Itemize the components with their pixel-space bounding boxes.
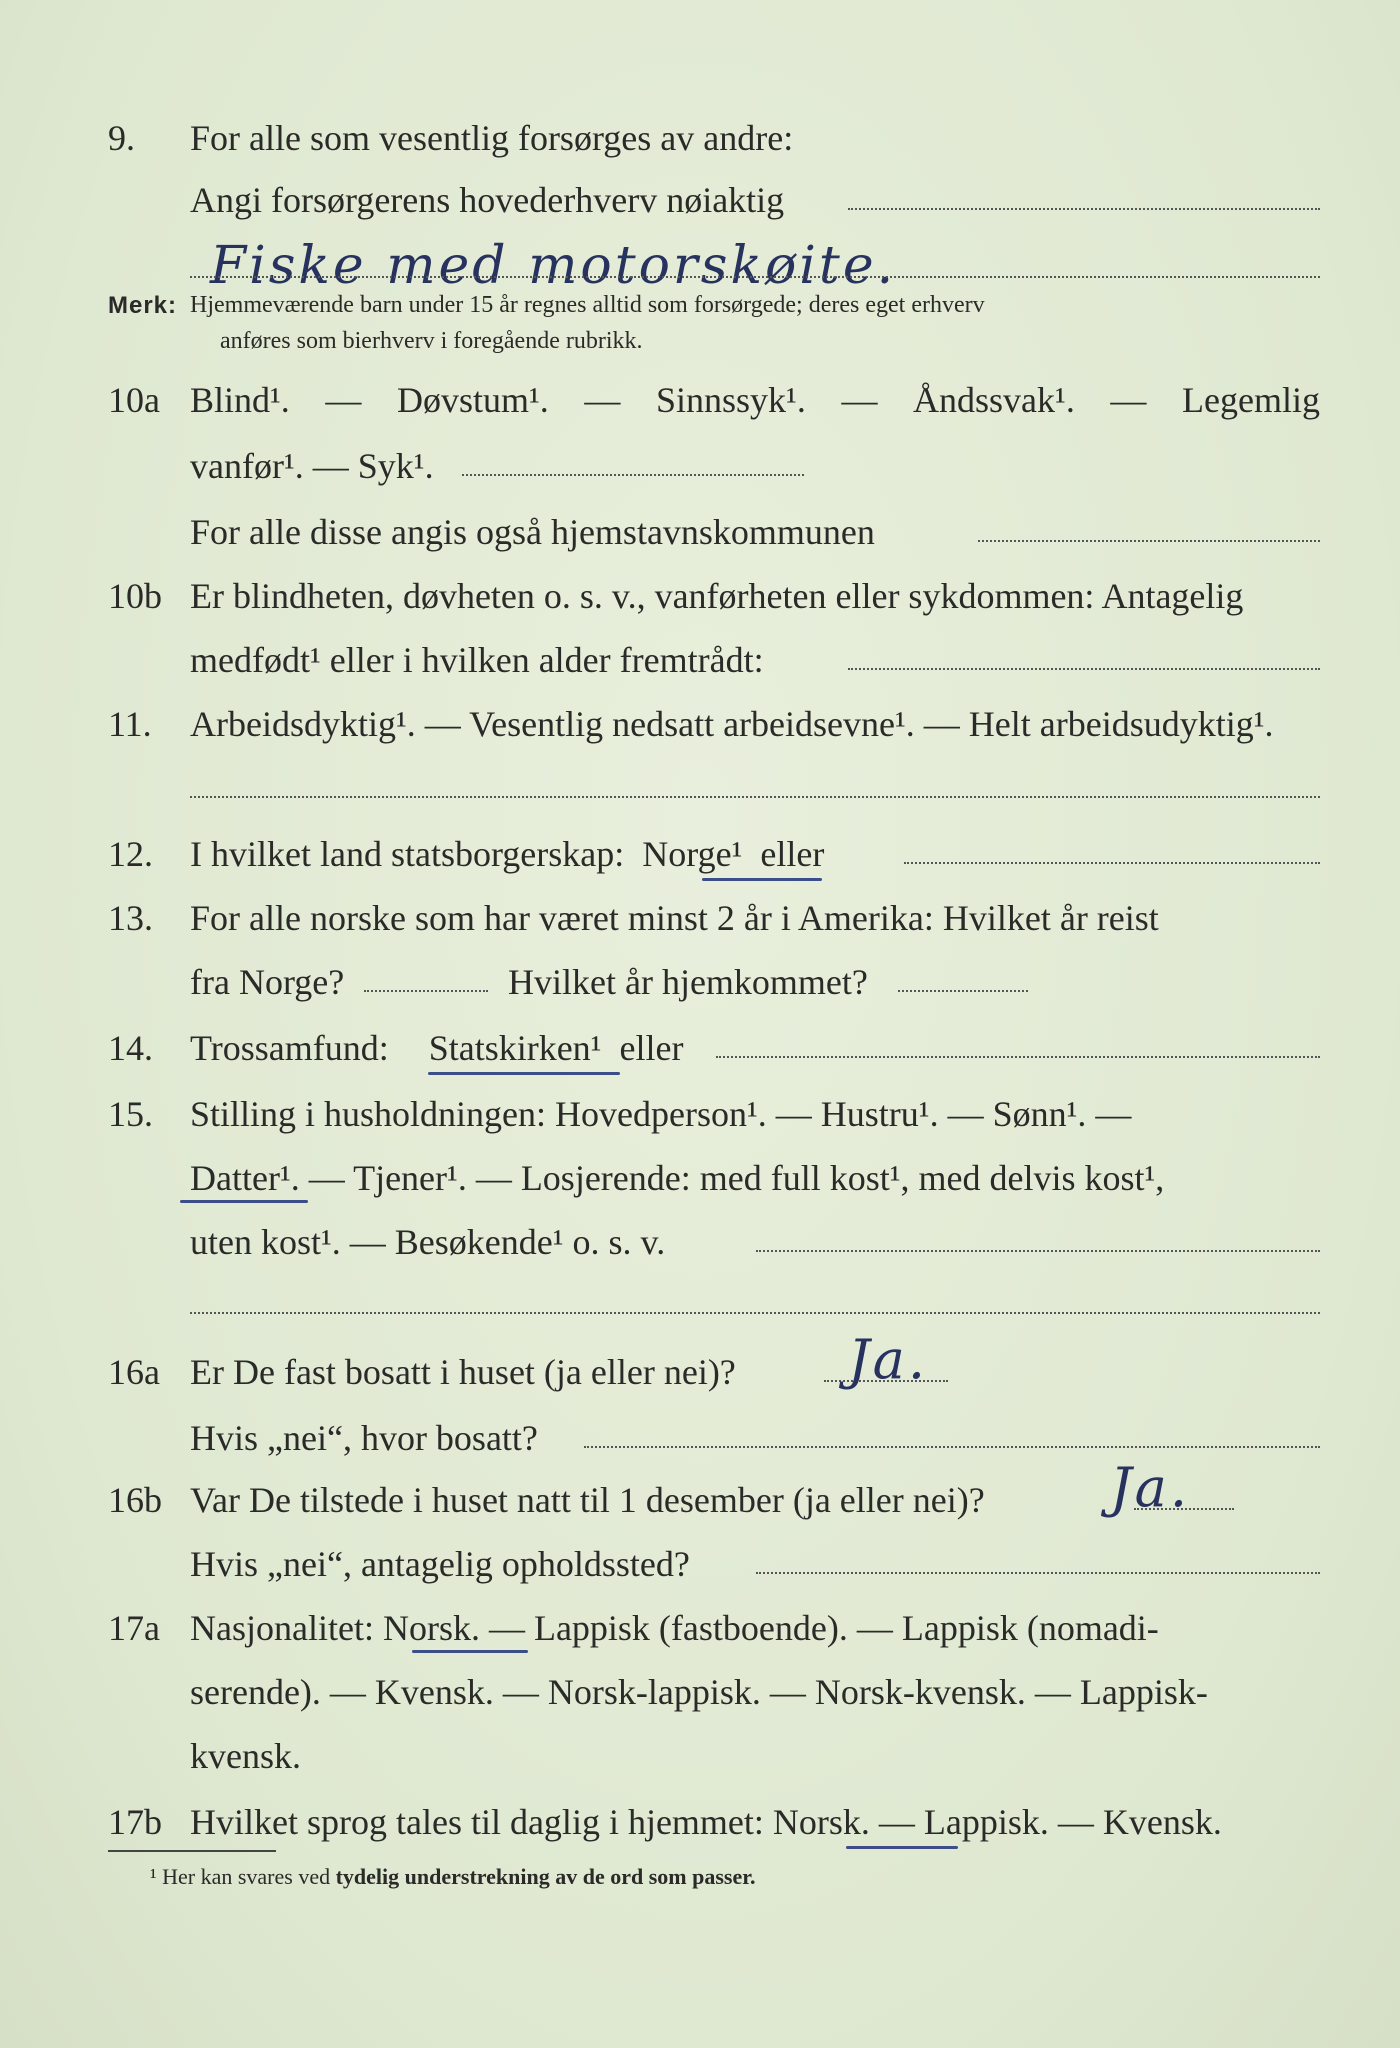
q10a-fill-line-3 [978, 540, 1320, 542]
q10a-opt-legemlig: Legemlig [1182, 380, 1320, 420]
q16a-line2: Hvis „nei“, hvor bosatt? [190, 1418, 538, 1458]
q13-line1: For alle norske som har været minst 2 år i Amerika: Hvilket år reist [190, 898, 1159, 938]
q11-line1: Arbeidsdyktig¹. — Vesentlig nedsatt arbeidsevne¹. — Helt arbeidsudyktig¹. [190, 704, 1274, 744]
q14-number: 14. [108, 1028, 153, 1068]
q12-prompt: I hvilket land statsborgerskap: [190, 834, 625, 874]
q12-choice-norge: Norge¹ [642, 834, 743, 874]
merk-line2: anføres som bierhverv i foregående rubrikk. [220, 328, 643, 354]
q15-answer-line [190, 1312, 1320, 1314]
q14-eller: eller [619, 1028, 684, 1068]
q17b-number: 17b [108, 1802, 162, 1842]
q9-answer-line [190, 276, 1320, 278]
q16b-line1: Var De tilstede i huset natt til 1 desember (ja eller nei)? [190, 1480, 985, 1520]
q10a-dash-4: — [1110, 380, 1147, 420]
q17a-norsk-underline [412, 1650, 528, 1653]
q15-datter-underline [180, 1200, 308, 1203]
q10a-opt-andssvak: Åndssvak¹. [913, 380, 1075, 420]
merk-line1: Hjemmeværende barn under 15 år regnes alltid som forsørgede; deres eget erhverv [190, 292, 985, 318]
q10a-dash-2: — [584, 380, 621, 420]
footnote-mark: ¹ [150, 1864, 157, 1889]
q17a-number: 17a [108, 1608, 160, 1648]
q16a-fill-line-2 [584, 1446, 1320, 1448]
q10a-opt-dovstum: Døvstum¹. [397, 380, 549, 420]
q13-fill-line-hjemkommet [898, 990, 1028, 992]
q10a-opt-blind: Blind¹. [190, 380, 290, 420]
q13-number: 13. [108, 898, 153, 938]
q9-handwritten-answer: Fiske med motorskøite. [210, 236, 897, 296]
q12-line [190, 834, 824, 874]
q10b-line1: Er blindheten, døvheten o. s. v., vanførheten eller sykdommen: Antagelig [190, 576, 1244, 616]
q14-statskirken-underline [428, 1072, 620, 1075]
q16a-number: 16a [108, 1352, 160, 1392]
footnote-text: Her kan svares ved [162, 1864, 331, 1889]
q14-line [190, 1028, 683, 1068]
q17a-line1: Nasjonalitet: Norsk. — Lappisk (fastboende). — Lappisk (nomadi- [190, 1608, 1159, 1648]
q16a-line1: Er De fast bosatt i huset (ja eller nei)? [190, 1352, 736, 1392]
q13-fill-line-reist [364, 990, 488, 992]
q10b-fill-line [848, 668, 1320, 670]
q10a-number: 10a [108, 380, 160, 420]
q17a-line3: kvensk. [190, 1736, 301, 1776]
q17b-norsk-underline [846, 1846, 958, 1849]
q12-number: 12. [108, 834, 153, 874]
q12-eller: eller [760, 834, 825, 874]
q10a-dash-3: — [841, 380, 878, 420]
q10a-line2: vanfør¹. — Syk¹. [190, 446, 434, 486]
q9-line2: Angi forsørgerens hovederhverv nøiaktig [190, 180, 785, 220]
q10a-opt-sinnssyk: Sinnssyk¹. [656, 380, 806, 420]
q15-fill-line [756, 1250, 1320, 1252]
q13-line2a: fra Norge? [190, 962, 345, 1002]
q12-norge-underline [702, 878, 822, 881]
q16b-handwritten-answer: Ja. [1110, 1456, 1191, 1519]
q16b-number: 16b [108, 1480, 162, 1520]
q16a-handwritten-answer: Ja. [848, 1328, 929, 1391]
q14-prompt: Trossamfund: [190, 1028, 389, 1068]
q11-number: 11. [108, 704, 152, 744]
q12-fill-line [904, 862, 1320, 864]
q11-answer-line [190, 796, 1320, 798]
q10a-fill-line-2 [462, 474, 804, 476]
q17a-line2: serende). — Kvensk. — Norsk-lappisk. — Norsk-kvensk. — Lappisk- [190, 1672, 1208, 1712]
footnote-bold-text: tydelig understrekning av de ord som passer. [335, 1864, 756, 1889]
footnote [150, 1864, 756, 1890]
q9-number: 9. [108, 118, 135, 158]
q9-line1: For alle som vesentlig forsørges av andre: [190, 118, 794, 158]
q16b-line2: Hvis „nei“, antagelig opholdssted? [190, 1544, 690, 1584]
q15-line1: Stilling i husholdningen: Hovedperson¹. — Hustru¹. — Sønn¹. — [190, 1094, 1132, 1134]
footnote-rule [108, 1850, 276, 1852]
q17b-line1: Hvilket sprog tales til daglig i hjemmet: Norsk. — Lappisk. — Kvensk. [190, 1802, 1222, 1842]
q14-fill-line [716, 1056, 1320, 1058]
q15-number: 15. [108, 1094, 153, 1134]
q15-line2: Datter¹. — Tjener¹. — Losjerende: med full kost¹, med delvis kost¹, [190, 1158, 1165, 1198]
q10b-number: 10b [108, 576, 162, 616]
merk-label: Merk: [108, 292, 178, 319]
q10a-line3: For alle disse angis også hjemstavnskommunen [190, 512, 875, 552]
q10a-dash-1: — [325, 380, 362, 420]
q15-line3: uten kost¹. — Besøkende¹ o. s. v. [190, 1222, 666, 1262]
q14-choice-statskirken: Statskirken¹ [428, 1028, 602, 1068]
q10b-line2: medfødt¹ eller i hvilken alder fremtrådt: [190, 640, 764, 680]
q9-fill-line [848, 208, 1320, 210]
q16b-fill-line-2 [756, 1572, 1320, 1574]
q13-line2b: Hvilket år hjemkommet? [508, 962, 868, 1002]
q10a-line1 [190, 380, 1320, 420]
